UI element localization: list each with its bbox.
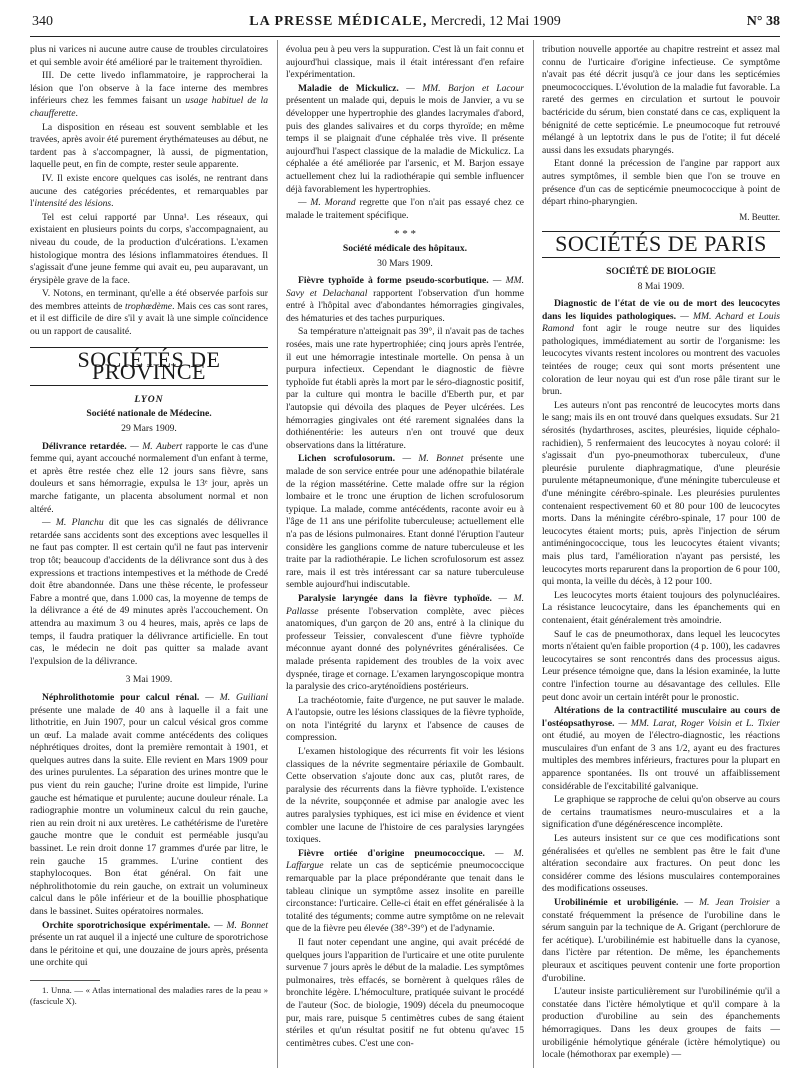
text-run: regrette que l'on n'ait pas essayé chez ce malade le traitement spécifique. — [286, 197, 524, 221]
text-run: ont étudié, au moyen de l'électro-diagnostic, les réactions musculaires d'un enfant de 3 ans 1/2, ayant eu des fractures multiples des membres inférieurs, fractures pour la plupart en apparence spontanées. Ils ont trouvé un affaiblissement considérable de l'excitabilité galvanique. — [542, 730, 780, 792]
column-divider — [533, 40, 534, 1068]
author: — M. Aubert — [130, 440, 183, 452]
issue-number: N° 38 — [746, 14, 780, 29]
column-1 — [30, 44, 268, 1008]
communication — [30, 517, 268, 668]
communication-title: Fièvre ortiée d'origine pneumococcique. — [298, 847, 485, 859]
text-run: IV. Il existe encore quelques cas isolés, ne rentrant dans aucune des catégories précédentes, et remarquables par l' — [30, 172, 268, 210]
text-run: . — [111, 198, 114, 210]
column-divider — [277, 40, 278, 1068]
author: — M. Guiliani — [205, 691, 268, 703]
paragraph: Les auteurs insistent sur ce que ces modifications sont généralisées et qu'elles ne semblent pas être le fait d'une altération secondaire aux fractures. On peut donc les considérer comme des lésions musculaires contemporaines des modifications osseuses. — [542, 833, 780, 895]
page-number: 340 — [32, 14, 53, 29]
text-run: présentent un malade qui, depuis le mois de Janvier, a vu se développer une hypertrophie des glandes lacrymales d'abord, puis des glandes salivaires et du corps thyroïde; en même temps il se plaignait d'une céphalée très vive. Il présente aujourd'hui l'aspect classique de la maladie de Mickulicz. La céphalée a été améliorée par l'arsenic, et M. Barjon essaye actuellement chez lui la radiothérapie qui semble influencer déjà favorablement les hypertrophies. — [286, 95, 524, 195]
text-run: présente un rat auquel il a injecté une culture de sporotrichose dans le péritoine et qui, une douzaine de jours après, présenta une orchite qui — [30, 932, 268, 969]
text-run: . Mais ces cas sont rares, et il est difficile de dire s'il y avait là une simple coïncidence ou un rapport de causalité. — [30, 300, 269, 338]
text-run: relate un cas de septicémie pneumococcique remarquable par la place prépondérante que tenait dans le tableau clinique un symptôme assez insolite en pareille circonstance: l'urticaire. Celle-ci était en effet généralisée à la totalité des téguments; comme autre symptôme on ne relevait que de la fièvre peu élevée (38°-39°) et de l'adynamie. — [286, 860, 524, 935]
author: — M. Laffargue — [286, 847, 524, 872]
communication-title: Altérations de la contractilité musculaire au cours de l'ostéopsathyrose. — [542, 705, 780, 729]
communication — [286, 197, 524, 222]
communication — [30, 692, 268, 919]
communication-title: Urobilinémie et urobiligénie. — [554, 897, 679, 908]
communication-title: Délivrance retardée. — [42, 440, 127, 452]
communication — [286, 83, 524, 196]
paragraph: plus ni varices ni aucune autre cause de troubles circulatoires et qui semble avoir été amélioré par le traitement thyroïdien. — [30, 44, 268, 68]
communication — [286, 275, 524, 325]
communication-title: Lichen scrofulosorum. — [298, 453, 396, 465]
issue-date: Mercredi, 12 Mai 1909 — [430, 14, 561, 29]
author: — M. Jean Troisier — [684, 897, 770, 908]
emphasis: intensité des lésions — [34, 198, 112, 210]
text-run: V. Notons, en terminant, qu'elle a été observée parfois sur des membres atteints de — [30, 288, 268, 312]
communication-title: Diagnostic de l'état de vie ou de mort des leucocytes dans les liquides pathologiques. — [542, 298, 780, 322]
section-title: SOCIÉTÉS DE PROVINCE — [30, 347, 268, 386]
paragraph: Les leucocytes morts étaient toujours des polynucléaires. La résistance leucocytaire, dans les épanchements qui en contenaient, était généralement très amoindrie. — [542, 589, 780, 626]
paragraph: Le graphique se rapproche de celui qu'on observe au cours de certains traumatismes neuro-musculaires et a la signification d'une dégénérescence incomplète. — [542, 794, 780, 831]
signature: M. Beutter. — [739, 211, 780, 222]
communication — [542, 298, 780, 399]
paragraph — [30, 288, 268, 338]
asterism: * * * — [394, 228, 416, 241]
paragraph: tribution nouvelle apportée au chapitre restreint et assez mal connu de l'urticaire d'origine infectieuse. Ce symptôme n'avait pas été décrit jusqu'à ce jour dans les septicémies pneumococciques. L'évolution de la maladie fut favorable. La rareté des germes en circulation et surtout le pouvoir bactéricide du sérum, bien constaté dans ce cas, expliquent la bénignité de cette septicémie. Le pneumocoque fut retrouvé mélangé à un leptotrix dans le pus de l'otite; il fut décelé aussi dans les exsudats pharyngés. — [542, 44, 780, 156]
author: — M. Planchu — [42, 517, 104, 529]
text-run: font agir le rouge neutre sur des liquides pathologiques, immédiatement au sortir de l'organisme: les leucocytes vivants restent incolores ou montrent des vacuoles teintées de rouge; ceux qui sont morts présentent une coloration de leur noyau qui est d'un rose pâle tirant sur le brun. — [542, 323, 780, 398]
author: — MM. Larat, Roger Voisin et L. Tixier — [618, 717, 780, 729]
author: — MM. Achard et Louis Ramond — [542, 310, 780, 335]
communication — [542, 705, 780, 793]
communication-title: Néphrolithotomie pour calcul rénal. — [42, 691, 200, 703]
society-heading: SOCIÉTÉ DE BIOLOGIE — [606, 265, 716, 277]
communication — [286, 848, 524, 936]
header-rule — [30, 36, 780, 37]
author: — M. Morand — [298, 197, 356, 209]
paragraph: Sauf le cas de pneumothorax, dans lequel les leucocytes morts n'étaient qu'en faible proportion (4 p. 100), les cadavres leucocytaires se sont rencontrés dans des processus aigus. Leur présence témoigne que, dans la lésion examinée, la lutte contre l'infection tourne au désavantage des cellules. Elle peut donc avoir un certain intérêt pour le pronostic. — [542, 628, 780, 703]
page-header — [30, 14, 780, 32]
paragraph — [30, 173, 268, 211]
society-heading: Société nationale de Médecine. — [86, 408, 212, 420]
paragraph: Etant donné la précession de l'angine par rapport aux autres symptômes, il semble bien que l'on se trouve en présence d'un cas de septicémie pneumococcique à point de départ rhino-pharyngien. — [542, 158, 780, 208]
communication — [542, 897, 780, 985]
journal-name: LA PRESSE MÉDICALE, — [249, 14, 428, 29]
communication-title: Fièvre typhoïde à forme pseudo-scorbutique. — [298, 275, 489, 287]
session-date: 29 Mars 1909. — [121, 423, 177, 435]
text-run: dit que les cas signalés de délivrance retardée sans accidents sont des exceptions avec lesquelles il ne faut pas compter. Il est certain qu'il ne faut pas intervenir trop tôt; beaucoup d'accidents de la délivrance sont dus à des expressions et tractions intempestives et la méthode de Credé doit être abandonnée. Dans une thèse récente, le professeur Fabre a montré que, dans 1.000 cas, la moyenne de temps de la délivrance a été de 49 minutes après l'accouchement. On attendra au maximum 3 ou 4 heures, mais, après ce laps de temps, il faudra pratiquer la délivrance artificielle. En tout cas, le médecin ne doit pas quitter sa malade avant l'expulsion de la délivrance. — [30, 517, 268, 667]
session-date: 8 Mai 1909. — [637, 280, 685, 292]
author: — M. Bonnet — [214, 919, 268, 931]
paragraph: L'auteur insiste particulièrement sur l'urobilinémie qu'il a constatée dans l'ictère hémolytique et qu'il compare à la production d'urobiline au sein des épanchements hémorragiques. Dans les deux groupes de faits — urobiligénie hémolytique générale (ictère hémolytique) ou locale (hémothorax par exemple) — — [542, 986, 780, 1061]
paragraph: Sa température n'atteignait pas 39°, il n'avait pas de taches rosées, mais une rate hypertrophiée; cinq jours après l'entrée, il eut une hémorragie intestinale mortelle. On pensa à un purpura infectieux. Cependant le diagnostic de fièvre typhoïde fut établi après la mort par le séro-diagnostic positif, par la culture qui montra le bacille d'Eberth pur, et par l'autopsie qui dévoila des plaques de Peyer ulcérées. Les hémorragies gingivales ont été rarement signalées dans la dothiénentérie: les auteurs n'en ont trouvé que deux observations dans la littérature. — [286, 326, 524, 451]
section-title: SOCIÉTÉS DE PARIS — [542, 231, 780, 258]
paragraph: L'examen histologique des récurrents fit voir les lésions classiques de la névrite segmentaire périaxile de Gombault. Cette observation s'ajoute donc aux cas, plutôt rares, de paralysie des récurrents dans la fièvre typhoïde. L'existence de la névrite, soupçonnée et admise par analogie avec les autres paralysies typhiques, est ici mise en évidence et vient combler une lacune de l'histoire de ces paralysies laryngées toxiques. — [286, 746, 524, 846]
communication — [286, 453, 524, 592]
text-run: rapporte le cas d'une femme qui, ayant accouché normalement d'un enfant à terme, et après être restée chez elle 12 jours sans fièvre, sans douleurs et sans hémorragie, expulsa le 13ᵉ jour, après un marche fatigante, un placenta absolument normal et non altéré. — [30, 440, 269, 515]
paragraph — [30, 70, 268, 120]
footnote-rule — [30, 980, 100, 981]
paragraph: évolua peu à peu vers la suppuration. C'est là un fait connu et aujourd'hui classique, mais il était intéressant d'en refaire l'expérimentation. — [286, 44, 524, 81]
footnote: 1. Unna. — « Atlas international des maladies rares de la peau » (fascicule X). — [30, 984, 268, 1006]
paragraph: La trachéotomie, faite d'urgence, ne put sauver le malade. A l'autopsie, outre les lésions classiques de la fièvre typhoïde, on nota l'intégrité du larynx et l'absence de causes de compression. — [286, 694, 524, 744]
communication — [30, 441, 268, 517]
text-run: a constaté fréquemment la présence de l'urobiline dans le sérum sanguin par la technique de A. Grigant (perchlorure de fer acétique). L'urobilinémie est habituelle dans la cyanose, dans l'ictère par rétention. De même, les épanchements pleuraux et ascitiques peuvent contenir une forte proportion d'urobiline. — [542, 897, 780, 984]
text-run: . — [75, 107, 78, 119]
paragraph: Il faut noter cependant une angine, qui avait précédé de quelques jours l'apparition de l'urticaire et une otite purulente survenue 7 jours après le début de la maladie. Les symptômes pulmonaires, très effacés, se bornèrent à quelques râles de bronchite légère. L'hémoculture, pratiquée suivant le procédé de l'auteur (Soc. de biologie, 1909) décela du pneumocoque pur, mais rare, puisque 5 centimètres cubes de sang étaient stériles et qu'un résultat positif ne fut obtenu qu'avec 15 centimètres cubes. C'est une con- — [286, 936, 524, 1049]
communication-title: Maladie de Mickulicz. — [298, 82, 399, 94]
communication-title: Paralysie laryngée dans la fièvre typhoïde. — [298, 592, 492, 604]
column-2 — [286, 44, 524, 1051]
session-date: 3 Mai 1909. — [125, 674, 173, 686]
communication — [30, 920, 268, 970]
paragraph: Les auteurs n'ont pas rencontré de leucocytes morts dans le sang; mais ils en ont trouvé dans quelques exsudats. Sur 21 sérosités (hydarthroses, ascites, pleurésies, liquide céphalo-rachidien), 5 renfermaient des leucocytes à noyau coloré: il s'agissait d'un pyo-pneumothorax tuberculeux, d'une pleurésie purulente diaphragmatique, d'une pleurésie purulente métapneumonique, d'une méningite tuberculeuse et d'une méningite cérébro-spinale. Les pleurésies purulentes contenaient respectivement 60 et 80 pour 100 de leucocytes morts. Dans la méningite cérébro-spinale, 17 pour 100 de leucocytes étaient morts; puis, après l'injection de sérum antiméningococcique, tous les leucocytes étaient vivants; mais plus tard, l'amélioration n'ayant pas persisté, les leucocytes morts reparurent dans la proportion de 6 pour 100, qui monta, la veille du décès, à 12 pour 100. — [542, 399, 780, 588]
city-heading: LYON — [134, 393, 164, 405]
communication-title: Orchite sporotrichosique expérimentale. — [42, 919, 211, 931]
paragraph: Tel est celui rapporté par Unna¹. Les réseaux, qui existaient en plusieurs points du corps, s'accompagnaient, au niveau du coude, de la production d'ulcérations. L'examen histologique montra des lésions inflammatoires étendues. Il s'agissait d'une jeune femme qui avait eu, peu auparavant, un érysipèle grave de la face. — [30, 211, 268, 286]
author: — M. Pallasse — [286, 592, 524, 617]
text-run: rapportent l'observation d'un homme entré à l'hôpital avec d'abondantes hémorragies gingivales, des hématuries et des taches purpuriques. — [286, 287, 524, 324]
text-run: présente une malade de 40 ans à laquelle il a fait une lithotritie, en Juin 1907, pour un calcul vésical gros comme un œuf. La malade avait comme antécédents des coliques néphrétiques droites, dont la première remontait à 1901, et quelques autres dans la suite. Elle revient en Mars 1909 pour des urines purulentes. La séparation des urines montre que le pus vient du rein gauche; l'urine droite est limpide, l'urine gauche est hématique et purulente; aucune douleur rénale. La radiographie montre un volumineux calcul du rein gauche, rien au rein droit ni aux uretères. Le cathétérisme de l'uretère gauche montre que le conduit est perméable jusqu'au bassinet. Le rein droit donne 17 grammes d'urée par litre, le rein gauche 15 grammes. L'urine contient des staphylocoques. Bon état général. On fait une néphrolithotomie du rein gauche, on extrait un volumineux calcul dans le pôle inférieur et de la bouillie phosphatique dans le bassinet. Suites opératoires normales. — [30, 704, 268, 917]
running-title — [30, 14, 780, 30]
column-3 — [542, 44, 780, 1063]
text-run: présente une malade de son service entrée pour une adénopathie bilatérale de la région massétérine. Cette malade offre sur la région lombaire et le tronc une éruption de lichen scrofulosorum typique. La malade, comme antécédents, raconte avoir eu à l'âge de 11 ans une périfolite tuberculeuse; actuellement elle n'a pas de lésions pulmonaires. Etant donné l'éruption l'auteur considère les ganglions comme de nature tuberculeuse et les traite par la radiothérapie. Le lichen scrofulosorum est assez rare, mais il est très intéressant car sa nature tuberculeuse semble aujourd'hui indiscutable. — [286, 453, 524, 591]
emphasis: usage habituel de la chaufferette — [30, 95, 268, 119]
paragraph: La disposition en réseau est souvent semblable et les travées, après avoir été purement érythémateuses au début, ne tardent pas à s'accompagner, là aussi, de pigmentation, laquelle peut, en fin de compte, rester seule apparente. — [30, 121, 268, 171]
author: — M. Bonnet — [402, 453, 464, 465]
text-run: III. De cette livedo inflammatoire, je rapprocherai la lésion que l'on observe à la face interne des membres inférieurs chez les femmes faisant un — [30, 70, 268, 107]
society-heading: Société médicale des hôpitaux. — [342, 242, 468, 254]
text-run: présente l'observation complète, avec pièces anatomiques, d'un garçon de 20 ans, entré à la clinique du professeur Teissier, convalescent d'une fièvre typhoïde méconnue ayant donné des polynévrites généralisées. Ce malade présenta rapidement des troubles de la voix avec dyspnée, tirage et cornage. L'examen laryngoscopique montra la paralysie des crico-aryténoïdiens postérieurs. — [286, 605, 524, 693]
communication — [286, 593, 524, 694]
session-date: 30 Mars 1909. — [377, 257, 433, 269]
author: — MM. Barjon et Lacour — [406, 82, 524, 94]
emphasis: trophœdème — [124, 300, 173, 312]
author: — MM. Savy et Delachanal — [286, 275, 525, 299]
newspaper-page — [30, 10, 780, 1072]
